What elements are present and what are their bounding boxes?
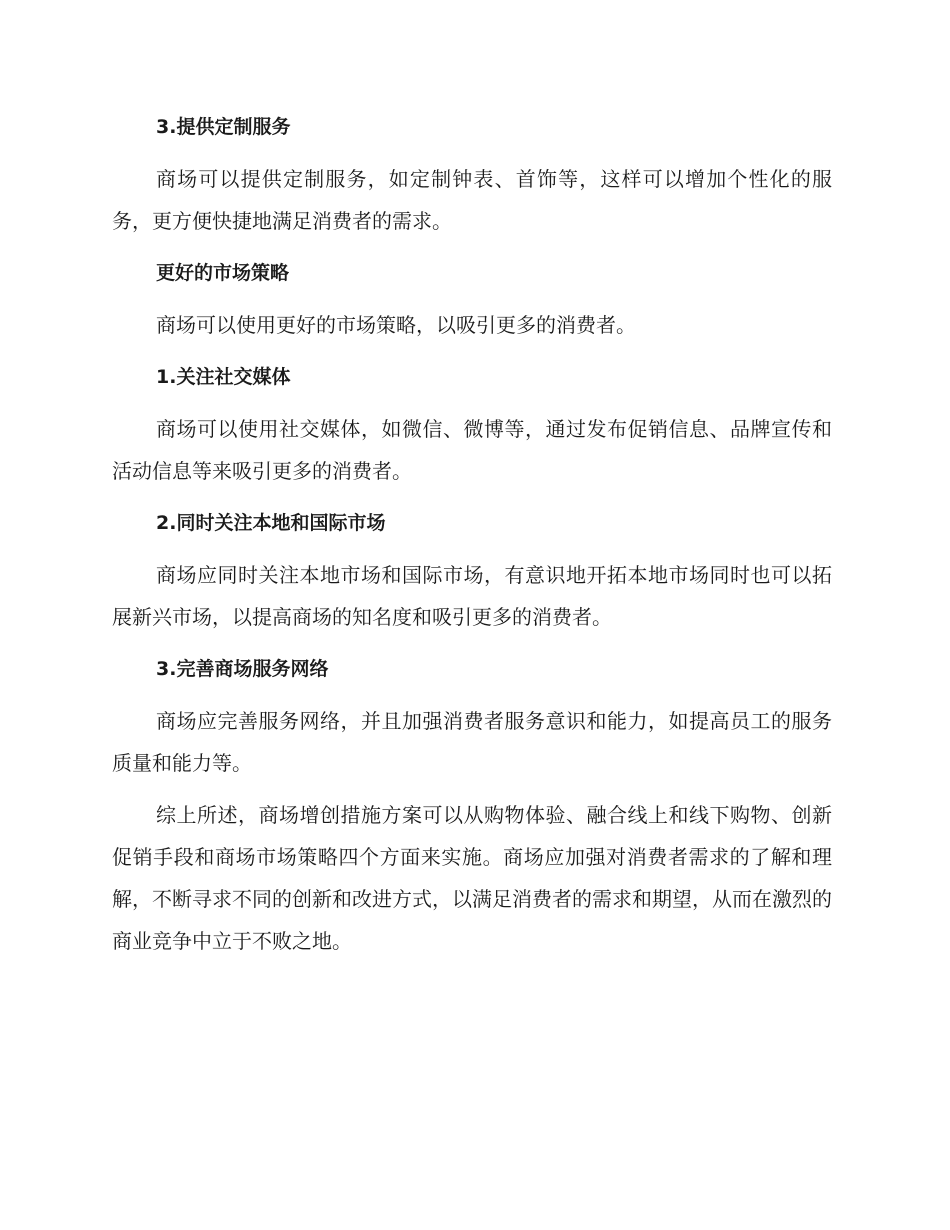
section-heading-market-strategy: 更好的市场策略 bbox=[156, 262, 290, 284]
paragraph-social-media: 商场可以使用社交媒体，如微信、微博等，通过发布促销信息、品牌宣传和活动信息等来吸引更多的消费者。 bbox=[112, 417, 832, 483]
paragraph-local-international: 商场应同时关注本地市场和国际市场，有意识地开拓本地市场同时也可以拓展新兴市场，以提高商场的知名度和吸引更多的消费者。 bbox=[112, 563, 832, 629]
section-heading-local-international: 2.同时关注本地和国际市场 bbox=[156, 512, 386, 534]
document-body bbox=[112, 106, 832, 962]
paragraph-conclusion: 综上所述，商场增创措施方案可以从购物体验、融合线上和线下购物、创新促销手段和商场市场策略四个方面来实施。商场应加强对消费者需求的了解和理解，不断寻求不同的创新和改进方式，以满足消费者的需求和期望，从而在激烈的商业竞争中立于不败之地。 bbox=[112, 803, 832, 953]
section-heading-service-network: 3.完善商场服务网络 bbox=[156, 658, 329, 680]
section-heading-social-media: 1.关注社交媒体 bbox=[156, 366, 291, 388]
paragraph-service-network: 商场应完善服务网络，并且加强消费者服务意识和能力，如提高员工的服务质量和能力等。 bbox=[112, 709, 832, 775]
paragraph-custom-service: 商场可以提供定制服务，如定制钟表、首饰等，这样可以增加个性化的服务，更方便快捷地满足消费者的需求。 bbox=[112, 167, 832, 233]
paragraph-market-strategy: 商场可以使用更好的市场策略，以吸引更多的消费者。 bbox=[156, 313, 636, 337]
section-heading-custom-service: 3.提供定制服务 bbox=[156, 116, 291, 138]
